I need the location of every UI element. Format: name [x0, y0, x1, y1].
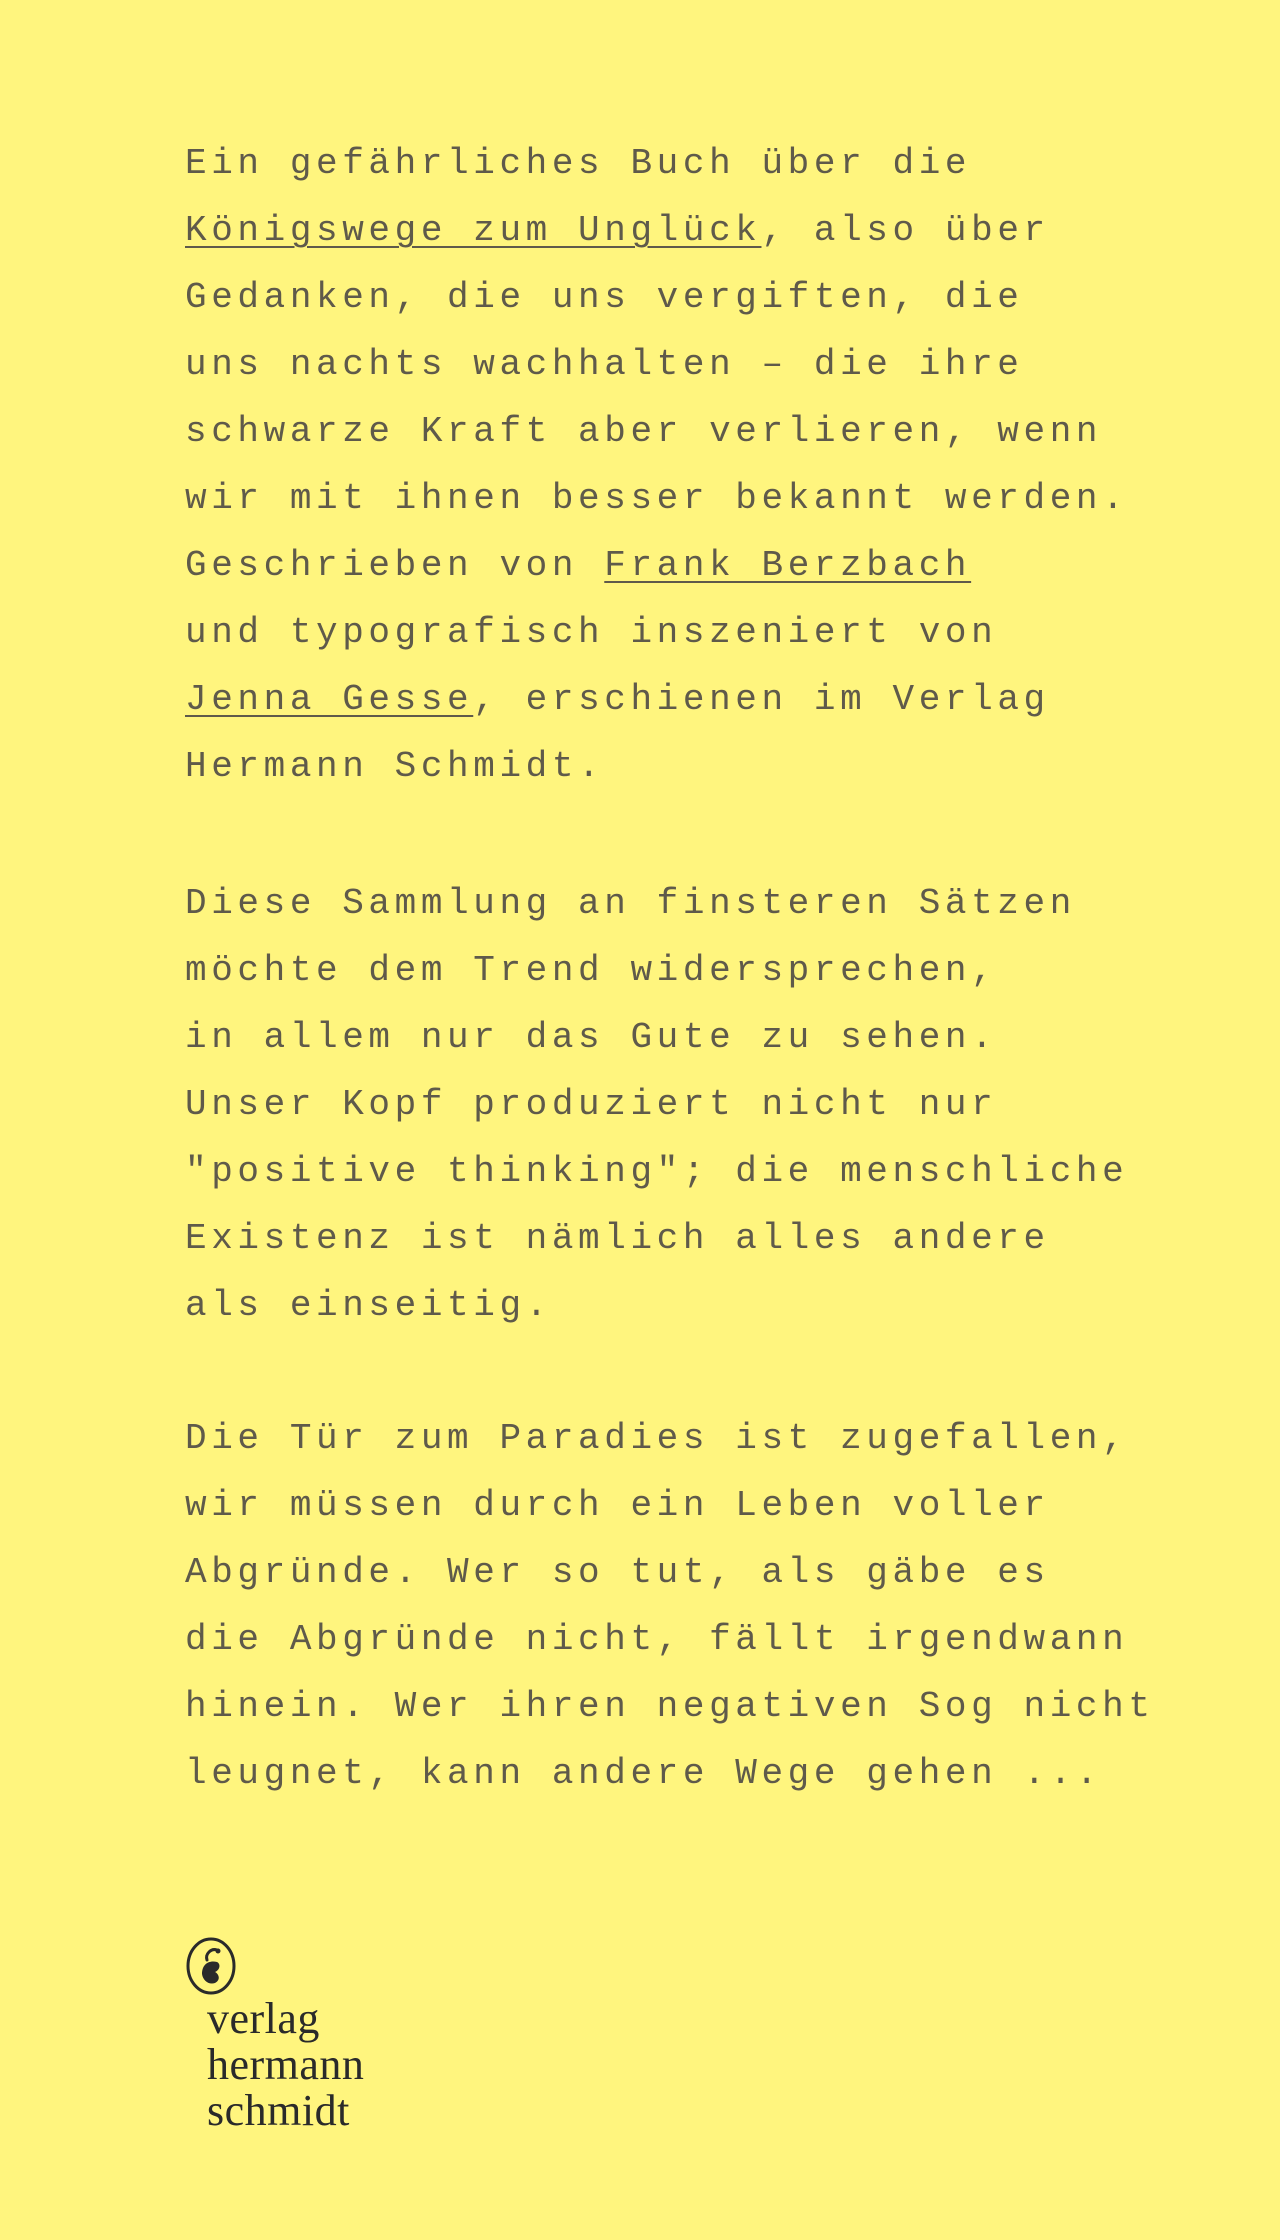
publisher-logo-icon — [185, 1936, 237, 1996]
publisher-wordmark — [207, 1996, 364, 2134]
paragraph-1-line-7 — [185, 532, 1245, 599]
paragraph-3-line-6: leugnet, kann andere Wege gehen ... — [185, 1753, 1103, 1794]
designer-link[interactable]: Jenna Gesse — [185, 679, 474, 720]
paragraph-3-line-4: die Abgründe nicht, fällt irgendwann — [185, 1619, 1129, 1660]
description-paragraph-1 — [185, 130, 1245, 800]
paragraph-2-line-1: Diese Sammlung an finsteren Sätzen — [185, 883, 1076, 924]
paragraph-2-line-7: als einseitig. — [185, 1285, 552, 1326]
paragraph-1-line-10: Hermann Schmidt. — [185, 746, 605, 787]
publisher-line-1: verlag — [207, 1994, 320, 2043]
paragraph-1-line-2-rest: , also über — [761, 210, 1050, 251]
paragraph-1-line-6: wir mit ihnen besser bekannt werden. — [185, 478, 1129, 519]
paragraph-3-line-1: Die Tür zum Paradies ist zugefallen, — [185, 1418, 1129, 1459]
description-paragraph-3 — [185, 1405, 1245, 1807]
publisher-logo[interactable] — [185, 1936, 405, 2136]
paragraph-1-line-7-pre: Geschrieben von — [185, 545, 605, 586]
paragraph-2-line-5: "positive thinking"; die menschliche — [185, 1151, 1129, 1192]
paragraph-3-line-2: wir müssen durch ein Leben voller — [185, 1485, 1050, 1526]
paragraph-1-line-9-rest: , erschienen im Verlag — [473, 679, 1050, 720]
paragraph-1-line-5: schwarze Kraft aber verlieren, wenn — [185, 411, 1103, 452]
paragraph-1-line-9 — [185, 666, 1245, 733]
book-title-link[interactable]: Königswege zum Unglück — [185, 210, 762, 251]
paragraph-3-line-3: Abgründe. Wer so tut, als gäbe es — [185, 1552, 1050, 1593]
author-link[interactable]: Frank Berzbach — [604, 545, 972, 586]
paragraph-2-line-3: in allem nur das Gute zu sehen. — [185, 1017, 998, 1058]
paragraph-3-line-5: hinein. Wer ihren negativen Sog nicht — [185, 1686, 1155, 1727]
paragraph-2-line-6: Existenz ist nämlich alles andere — [185, 1218, 1050, 1259]
paragraph-2-line-4: Unser Kopf produziert nicht nur — [185, 1084, 998, 1125]
publisher-line-2: hermann — [207, 2040, 365, 2089]
paragraph-1-line-1: Ein gefährliches Buch über die — [185, 143, 972, 184]
paragraph-1-line-2 — [185, 197, 1245, 264]
paragraph-2-line-2: möchte dem Trend widersprechen, — [185, 950, 998, 991]
description-paragraph-2 — [185, 870, 1245, 1339]
paragraph-1-line-8: und typografisch inszeniert von — [185, 612, 998, 653]
publisher-line-3: schmidt — [207, 2086, 350, 2135]
paragraph-1-line-3: Gedanken, die uns vergiften, die — [185, 277, 1024, 318]
paragraph-1-line-4: uns nachts wachhalten – die ihre — [185, 344, 1024, 385]
